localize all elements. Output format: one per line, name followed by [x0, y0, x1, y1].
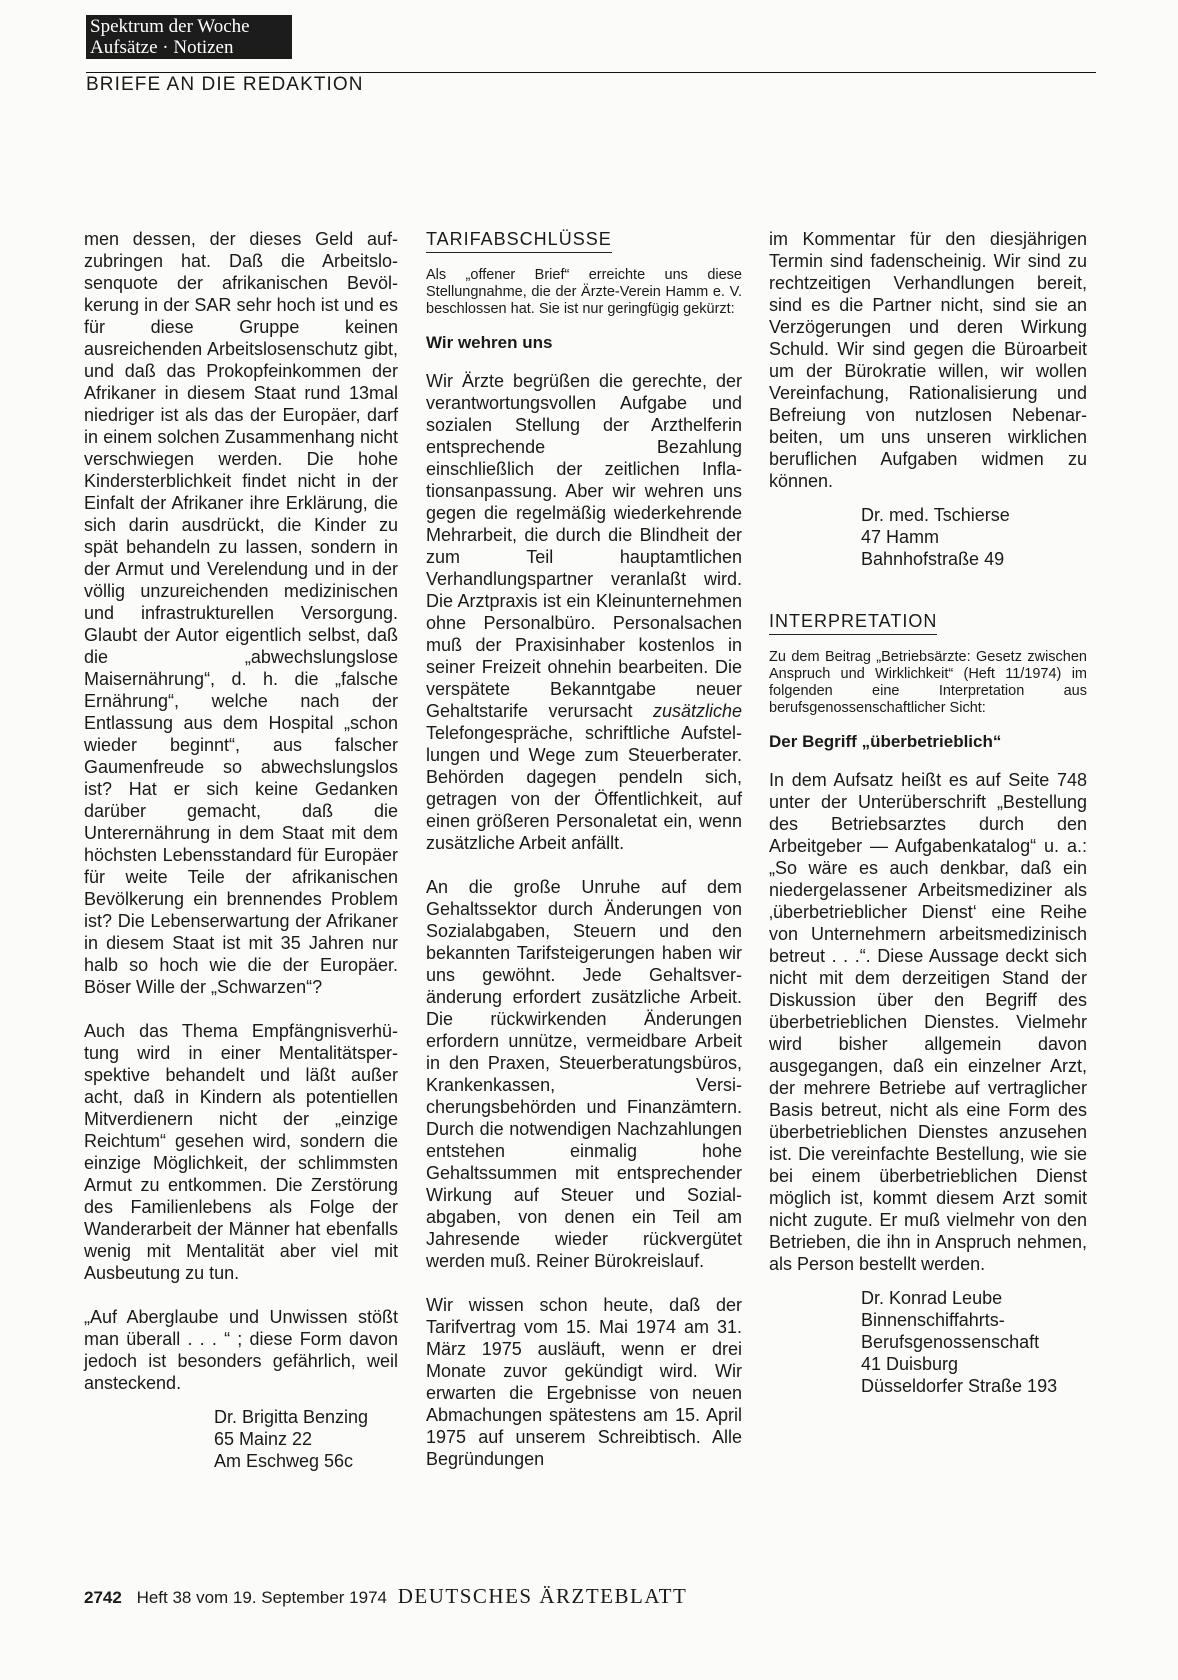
- signature-street: Am Eschweg 56c: [214, 1451, 354, 1471]
- letter-3-paragraph-1: In dem Aufsatz heißt es auf Seite 748 unter der Unterüberschrift „Bestellung des Betriebsarztes durch den Arbeitgeber — Aufgabenkatalog“ u. a.: „So wäre es auch denkbar, daß ein niedergelassener Arbeitsmediziner als ‚überbetrieblicher Dienst‘ eine Reihe von Unternehmern arbeitsmedizinisch betreut . . .“. Diese Aussage deckt sich nicht mit dem derzeitigen Stand der Diskussion über den Begriff des überbetrieblichen Dienstes. Vielmehr wird bisher allgemein davon ausgegangen, daß ein einzelner Arzt, der mehrere Betriebe auf vertraglicher Basis betreut, nicht als eine Form des überbetrieblichen Dienstes anzusehen ist. Die vereinfachte Bestellung, wie sie bei einem überbetrieblichen Dienst möglich ist, kommt diesem Arzt somit nicht zugute. Er muß vielmehr von den Betrieben, die ihn in Anspruch nehmen, als Person bestellt werden.: [769, 770, 1087, 1274]
- letter-2-paragraph-4: im Kommentar für den diesjährigen Termin sind fadenscheinig. Wir sind zu rechtzeitigen Verhandlungen bereit, sind es die Partner nicht, sind sie an Verzögerungen und deren Wirkung Schuld. Wir sind gegen die Büroarbeit um der Bürokratie willen, wir wollen Vereinfachung, Rationalisierung und Befreiung von nutzlosen Nebenarbeiten, um uns unseren wirklichen beruflichen Aufgaben widmen zu können.: [769, 229, 1087, 491]
- signature-city: 65 Mainz 22: [214, 1429, 313, 1449]
- header-rule: [86, 72, 1096, 73]
- letter-2-headline: Wir wehren uns: [426, 333, 553, 352]
- letter-2-paragraph-1: Wir Ärzte begrüßen die gerechte, der verantwortungsvollen Aufgabe und sozialen Stellung der Arzthelferin entsprechende Bezahlung einschließlich der zeitlichen Inflationsanpassung. Aber wir wehren uns gegen die regelmäßig wiederkehrende Mehrarbeit, die durch die Blindheit der zum Teil hauptamtlichen Verhandlungspartner veranlaßt wird. Die Arztpraxis ist ein Kleinunternehmen ohne Personalbüro. Personalsachen muß der Praxisinhaber kostenlos in seiner Freizeit ohnehin bearbeiten. Die verspätete Bekanntgabe neuer Gehaltstarife verursacht zusätzliche Telefongespräche, schriftliche Aufstellungen und Wege zum Steuerberater. Behörden dagegen pendeln sich, getragen von der Öffentlichkeit, auf einen größeren Personaletat ein, wenn zusätzliche Arbeit anfällt.: [426, 371, 742, 853]
- column-2: [426, 228, 742, 1470]
- page-number: 2742: [84, 1588, 122, 1607]
- signature-name: Dr. Brigitta Benzing: [214, 1407, 369, 1427]
- rubric-line-1: Spektrum der Woche: [90, 16, 250, 37]
- signature-city: 47 Hamm: [861, 527, 940, 547]
- column-1: [84, 228, 398, 1472]
- letter-2-signature: [769, 504, 1087, 570]
- letter-1-paragraph-3: „Auf Aberglaube und Unwissen stößt man überall . . . “ ; diese Form davon jedoch ist besonders gefährlich, weil ansteckend.: [84, 1307, 398, 1393]
- signature-street: Düsseldorfer Straße 193: [861, 1376, 1058, 1396]
- page-footer: [84, 1584, 687, 1609]
- letter-1-paragraph-1: men dessen, der dieses Geld aufzubringen hat. Daß die Arbeitslosenquote der afrikanischen Bevölkerung in der SAR sehr hoch ist und es für diese Gruppe keinen ausreichenden Arbeitslosenschutz gibt, und daß das Prokopfeinkommen der Afrikaner in diesem Staat rund 13mal niedriger ist als das der Europäer, darf in einem solchen Zusammenhang nicht verschwiegen werden. Die hohe Kindersterblichkeit findet nicht in der Einfalt der Afrikaner ihre Erklärung, die sich darin ausdrückt, die Kinder zu spät behandeln zu lassen, sondern in der Armut und Verelendung und in der völlig unzureichenden medizinischen und infrastrukturellen Versorgung. Glaubt der Autor eigentlich selbst, daß die „abwechslungslose Maisernährung“, d. h. die „falsche Ernährung“, welche nach der Entlassung aus dem Hospital „schon wieder beginnt“, aus falscher Gaumenfreude so abwechslungslos ist? Hat er sich keine Gedanken darüber gemacht, daß die Unterernährung in dem Staat mit dem höchsten Lebensstandard für Europäer für weite Teile der afrikanischen Bevölkerung ein brennendes Problem ist? Die Lebenserwartung der Afrikaner in diesem Staat ist mit 35 Jahren nur halb so hoch wie die der Europäer. Böser Wille der „Schwarzen“?: [84, 229, 398, 997]
- signature-name: Dr. med. Tschierse: [861, 505, 1010, 525]
- letter-2-paragraph-3: Wir wissen schon heute, daß der Tarifvertrag vom 15. Mai 1974 am 31. März 1975 ausläuft, wenn er drei Monate zuvor gekündigt wird. Wir erwarten die Ergebnisse von neuen Abmachungen spätestens am 15. April 1975 auf unserem Schreibtisch. Alle Begründungen: [426, 1295, 742, 1469]
- issue-info: Heft 38 vom 19. September 1974: [136, 1588, 387, 1607]
- rubric-box: [86, 15, 292, 59]
- signature-org-1: Binnenschiffahrts-: [861, 1310, 1005, 1330]
- letter-3-intro: Zu dem Beitrag „Betriebsärzte: Gesetz zwischen Anspruch und Wirklichkeit“ (Heft 11/1974) im folgenden eine Interpretation aus berufsgenossenschaftlicher Sicht:: [769, 649, 1087, 716]
- signature-org-2: Berufsgenossenschaft: [861, 1332, 1040, 1352]
- signature-city: 41 Duisburg: [861, 1354, 959, 1374]
- interpretation-kicker: INTERPRETATION: [769, 610, 937, 635]
- letter-3-headline: Der Begriff „überbetrieblich“: [769, 732, 1002, 751]
- journal-masthead: DEUTSCHES ÄRZTEBLATT: [397, 1584, 688, 1608]
- rubric-line-2: Aufsätze · Notizen: [90, 37, 234, 58]
- letter-1-signature: [84, 1406, 398, 1472]
- column-3: [769, 228, 1087, 1397]
- letter-3-signature: [769, 1287, 1087, 1397]
- signature-street: Bahnhofstraße 49: [861, 549, 1005, 569]
- signature-name: Dr. Konrad Leube: [861, 1288, 1003, 1308]
- letter-2-intro: Als „offener Brief“ erreichte uns diese Stellungnahme, die der Ärzte-Verein Hamm e. V. beschlossen hat. Sie ist nur geringfügig gekürzt:: [426, 267, 742, 317]
- letter-1-paragraph-2: Auch das Thema Empfängnisverhütung wird in einer Mentalitätsperspektive behandelt und läßt außer acht, daß in Kindern als potentiellen Mitverdienern nicht der „einzige Reichtum“ gesehen wird, sondern die einzige Möglichkeit, der schlimmsten Armut zu entkommen. Die Zerstörung des Familienlebens als Folge der Wanderarbeit der Männer hat ebenfalls wenig mit Mentalität aber viel mit Ausbeutung zu tun.: [84, 1021, 398, 1283]
- tarifabschluesse-kicker: TARIFABSCHLÜSSE: [426, 228, 612, 253]
- section-title: BRIEFE AN DIE REDAKTION: [86, 74, 364, 95]
- letter-2-paragraph-2: An die große Unruhe auf dem Gehaltssektor durch Änderungen von Sozialabgaben, Steuern und den bekannten Tarifsteigerungen haben wir uns gewöhnt. Jede Gehaltsveränderung erfordert zusätzliche Arbeit. Die rückwirkenden Änderungen erfordern unnütze, vermeidbare Arbeit in den Praxen, Steuerberatungsbüros, Krankenkassen, Versicherungsbehörden und Finanzämtern. Durch die notwendigen Nachzahlungen entstehen einmalig hohe Gehaltssummen mit entsprechender Wirkung auf Steuer und Sozialabgaben, von denen ein Teil am Jahresende wieder rückvergütet werden muß. Reiner Bürokreislauf.: [426, 877, 742, 1271]
